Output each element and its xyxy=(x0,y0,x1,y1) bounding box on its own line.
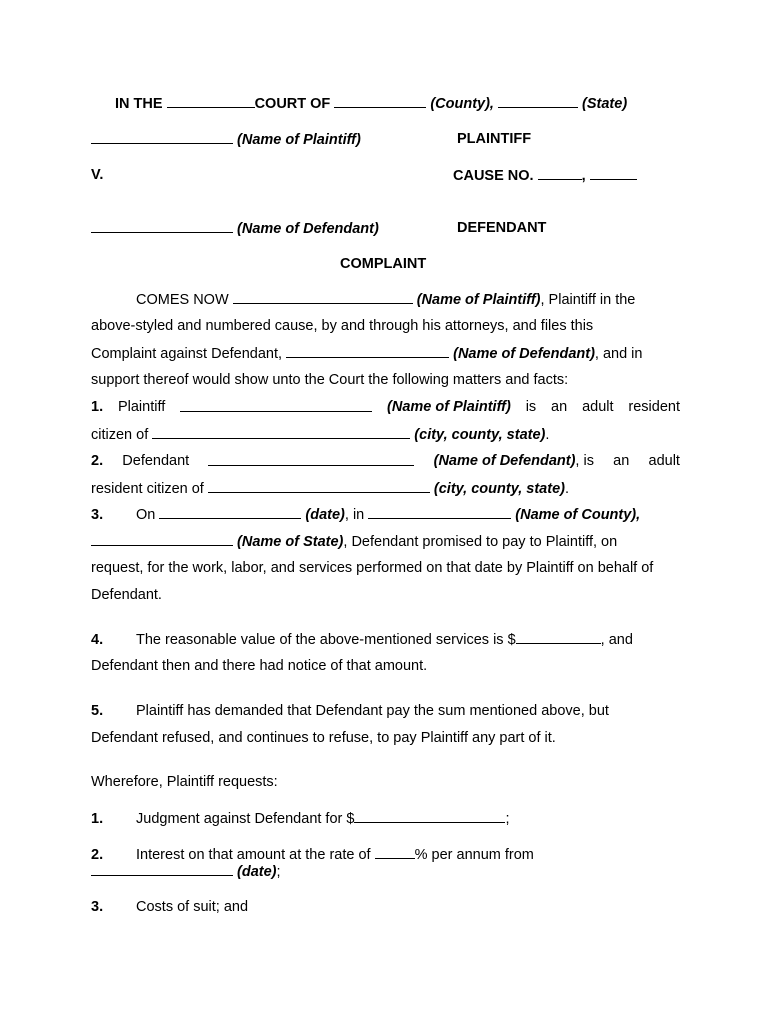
p4-amount-blank[interactable] xyxy=(516,630,601,644)
paragraph-3-number: 3. xyxy=(91,507,104,523)
paragraph-3-line-1: 3. On (date), in (Name of County), xyxy=(91,507,641,523)
defendant-name-blank[interactable] xyxy=(91,219,233,233)
request-2-number: 2. xyxy=(91,847,104,863)
request-2-line-2: (date); xyxy=(91,862,281,881)
paragraph-4-number: 4. xyxy=(91,632,104,648)
plaintiff-name-label: (Name of Plaintiff) xyxy=(237,132,361,148)
cause-no-blank-1[interactable] xyxy=(538,166,582,180)
wherefore-line: Wherefore, Plaintiff requests: xyxy=(91,774,278,790)
p1-city-blank[interactable] xyxy=(152,425,410,439)
paragraph-2-line-1: 2. Defendant (Name of Defendant), is an adult xyxy=(91,453,680,469)
p3-county-blank[interactable] xyxy=(368,505,511,519)
defendant-name-label: (Name of Defendant) xyxy=(237,221,379,237)
intro-line-3: Complaint against Defendant, (Name of Defendant), and in xyxy=(91,346,643,362)
intro-defendant-blank[interactable] xyxy=(286,344,449,358)
paragraph-2-line-2: resident citizen of (city, county, state). xyxy=(91,481,569,497)
request-1-number: 1. xyxy=(91,811,104,827)
request-3-number: 3. xyxy=(91,899,104,915)
paragraph-3-line-2: (Name of State), Defendant promised to pay to Plaintiff, on xyxy=(91,532,617,551)
p3-state-blank[interactable] xyxy=(91,532,233,546)
r2-date-blank[interactable] xyxy=(91,862,233,876)
document-title: COMPLAINT xyxy=(340,256,427,272)
r2-rate-blank[interactable] xyxy=(375,845,415,859)
plaintiff-name-blank[interactable] xyxy=(91,130,233,144)
request-3: 3. Costs of suit; and xyxy=(91,899,249,915)
county-label: (County), xyxy=(430,96,494,112)
r1-amount-blank[interactable] xyxy=(354,809,505,823)
intro-line-4: support thereof would show unto the Court the following matters and facts: xyxy=(91,372,569,388)
request-2-line-1: 2. Interest on that amount at the rate of % per annum from xyxy=(91,847,534,863)
caption-line-1 xyxy=(115,94,627,113)
court-of-label: COURT OF xyxy=(254,96,331,112)
paragraph-5-line-2: Defendant refused, and continues to refuse, to pay Plaintiff any part of it. xyxy=(91,730,556,746)
paragraph-1-line-2: citizen of (city, county, state). xyxy=(91,427,550,443)
county-blank[interactable] xyxy=(334,94,426,108)
paragraph-2-number: 2. xyxy=(91,453,104,469)
versus-label: V. xyxy=(91,167,104,183)
plaintiff-label: PLAINTIFF xyxy=(457,131,532,147)
paragraph-5-line-1: 5. Plaintiff has demanded that Defendant pay the sum mentioned above, but xyxy=(91,703,609,719)
paragraph-1-number: 1. xyxy=(91,399,104,415)
defendant-label: DEFENDANT xyxy=(457,220,547,236)
p2-defendant-blank[interactable] xyxy=(208,452,414,466)
cause-no-label: CAUSE NO. xyxy=(453,168,534,184)
cause-no-comma: , xyxy=(581,168,586,184)
cause-no-blank-2[interactable] xyxy=(590,166,637,180)
paragraph-5-number: 5. xyxy=(91,703,104,719)
p1-plaintiff-blank[interactable] xyxy=(180,398,372,412)
court-name-blank[interactable] xyxy=(167,94,255,108)
intro-line-1: COMES NOW (Name of Plaintiff), Plaintiff in the xyxy=(136,292,636,308)
paragraph-3-line-3: request, for the work, labor, and services performed on that date by Plaintiff on behalf of xyxy=(91,560,654,576)
cause-number-line xyxy=(453,166,637,185)
in-the-label: IN THE xyxy=(115,96,163,112)
request-1: 1. Judgment against Defendant for $ ; xyxy=(91,811,510,827)
p2-city-blank[interactable] xyxy=(208,479,430,493)
p3-date-blank[interactable] xyxy=(159,505,301,519)
paragraph-1-line-1: 1. Plaintiff (Name of Plaintiff) is an adult resident xyxy=(91,399,680,415)
defendant-name-line xyxy=(91,219,379,238)
intro-line-2: above-styled and numbered cause, by and through his attorneys, and files this xyxy=(91,318,594,334)
paragraph-4-line-2: Defendant then and there had notice of that amount. xyxy=(91,658,428,674)
intro-plaintiff-blank[interactable] xyxy=(233,290,413,304)
paragraph-4-line-1: 4. The reasonable value of the above-mentioned services is $ , and xyxy=(91,632,633,648)
state-blank[interactable] xyxy=(498,94,578,108)
plaintiff-name-line xyxy=(91,130,361,149)
paragraph-3-line-4: Defendant. xyxy=(91,587,162,603)
state-label: (State) xyxy=(582,96,628,112)
